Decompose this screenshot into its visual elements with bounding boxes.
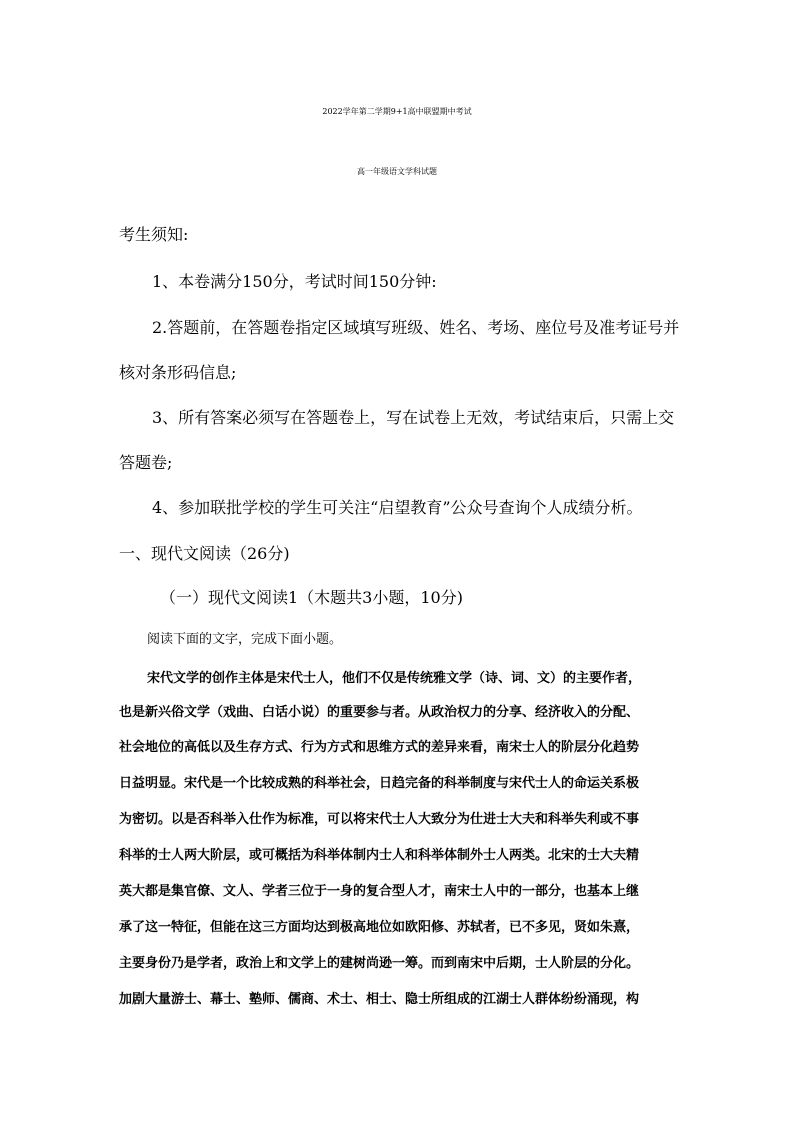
- passage-line: 加剧大量游士、幕士、塾师、儒商、术士、相士、隐士所组成的江湖士人群体纷纷涌现，构: [119, 992, 640, 1007]
- sub-section-heading: （一）现代文阅读1（木题共3小题，10分): [160, 588, 463, 607]
- passage-line: 英大都是集官僚、文人、学者三位于一身的复合型人才，南宋士人中的一部分，也基本上继: [119, 884, 640, 899]
- exam-title: 2022学年第二学期9+1高中联盟期中考试: [322, 107, 472, 116]
- passage-line: 为密切。以是否科举入仕作为标准，可以将宋代士人大致分为仕进士大夫和科举失利或不事: [119, 812, 640, 827]
- passage-line: 承了这一特征，但能在这三方面均达到极高地位如欧阳修、苏轼者，已不多见，贤如朱熹，: [119, 920, 640, 935]
- passage-line: 宋代文学的创作主体是宋代士人，他们不仅是传统雅文学（诗、词、文）的主要作者，: [147, 671, 642, 686]
- passage-line: 科举的士人两大阶层，或可概括为科举体制内士人和科举体制外士人两类。北宋的士大夫精: [119, 848, 640, 863]
- exam-subtitle: 高一年级语文学科试题: [357, 167, 437, 176]
- reading-instruction: 阅读下面的文字，完成下面小题。: [147, 632, 343, 647]
- notice-item-3-line-2: 答题卷;: [119, 453, 173, 472]
- notice-heading: 考生须知:: [119, 225, 189, 244]
- notice-item-4: 4、参加联批学校的学生可关注“启望教育”公众号查询个人成绩分析。: [152, 498, 643, 517]
- notice-item-2-line-2: 核对条形码信息;: [119, 363, 237, 382]
- passage-line: 主要身份乃是学者，政治上和文学上的建树尚逊一筹。而到南宋中后期，士人阶层的分化。: [119, 956, 640, 971]
- notice-item-1: 1、本卷满分150分，考试时间150分钟:: [152, 272, 437, 291]
- passage-line: 也是新兴俗文学（戏曲、白话小说）的重要参与者。从政治权力的分享、经济收入的分配、: [119, 705, 640, 720]
- section-heading: 一、现代文阅读（26分): [119, 544, 290, 563]
- notice-item-2-line-1: 2.答题前，在答题卷指定区域填写班级、姓名、考场、座位号及准考证号并: [152, 318, 680, 337]
- passage-line: 社会地位的高低以及生存方式、行为方式和思维方式的差异来看，南宋士人的阶层分化趋势: [119, 740, 640, 755]
- notice-item-3-line-1: 3、所有答案必须写在答题卷上，写在试卷上无效，考试结束后，只需上交: [152, 408, 675, 427]
- passage-line: 日益明显。宋代是一个比较成熟的科举社会，日趋完备的科举制度与宋代士人的命运关系极: [119, 776, 640, 791]
